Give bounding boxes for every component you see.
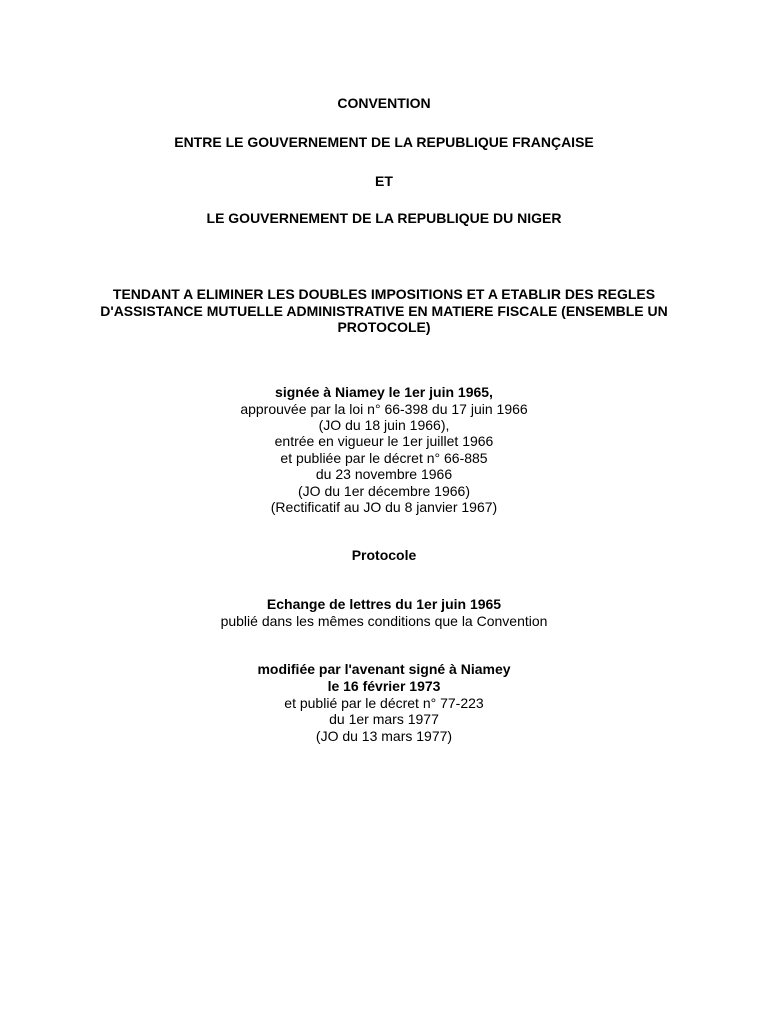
party-france: ENTRE LE GOUVERNEMENT DE LA REPUBLIQUE FRANÇAISE [174,134,594,150]
amendment-detail: et publié par le décret n° 77-223 [284,695,484,711]
signature-detail: du 23 novembre 1966 [315,466,453,482]
purpose-line-3: PROTOCOLE) [337,319,431,335]
signature-detail: (Rectificatif au JO du 8 janvier 1967) [270,499,498,515]
signature-detail: et publiée par le décret n° 66-885 [280,450,488,466]
purpose-line-2: D'ASSISTANCE MUTUELLE ADMINISTRATIVE EN MATIERE FISCALE (ENSEMBLE UN [100,303,668,319]
party-niger: LE GOUVERNEMENT DE LA REPUBLIQUE DU NIGER [206,210,562,226]
amendment-detail: du 1er mars 1977 [329,711,439,727]
amendment-heading: modifiée par l'avenant signé à Niamey [257,661,511,677]
exchange-detail: publié dans les mêmes conditions que la Convention [220,613,548,629]
conjunction-et: ET [375,173,393,189]
purpose-line-1: TENDANT A ELIMINER LES DOUBLES IMPOSITIONS ET A ETABLIR DES REGLES [112,286,656,302]
signature-detail: approuvée par la loi n° 66-398 du 17 juin 1966 [240,401,528,417]
signature-detail: (JO du 1er décembre 1966) [298,483,470,499]
protocole-heading: Protocole [351,547,417,563]
signature-line: signée à Niamey le 1er juin 1965, [275,384,493,400]
signature-detail: (JO du 18 juin 1966), [318,417,450,433]
signature-detail: entrée en vigueur le 1er juillet 1966 [274,433,494,449]
amendment-detail: (JO du 13 mars 1977) [315,728,453,744]
exchange-heading: Echange de lettres du 1er juin 1965 [266,596,502,612]
document-title: CONVENTION [337,95,431,111]
amendment-heading: le 16 février 1973 [327,678,441,694]
